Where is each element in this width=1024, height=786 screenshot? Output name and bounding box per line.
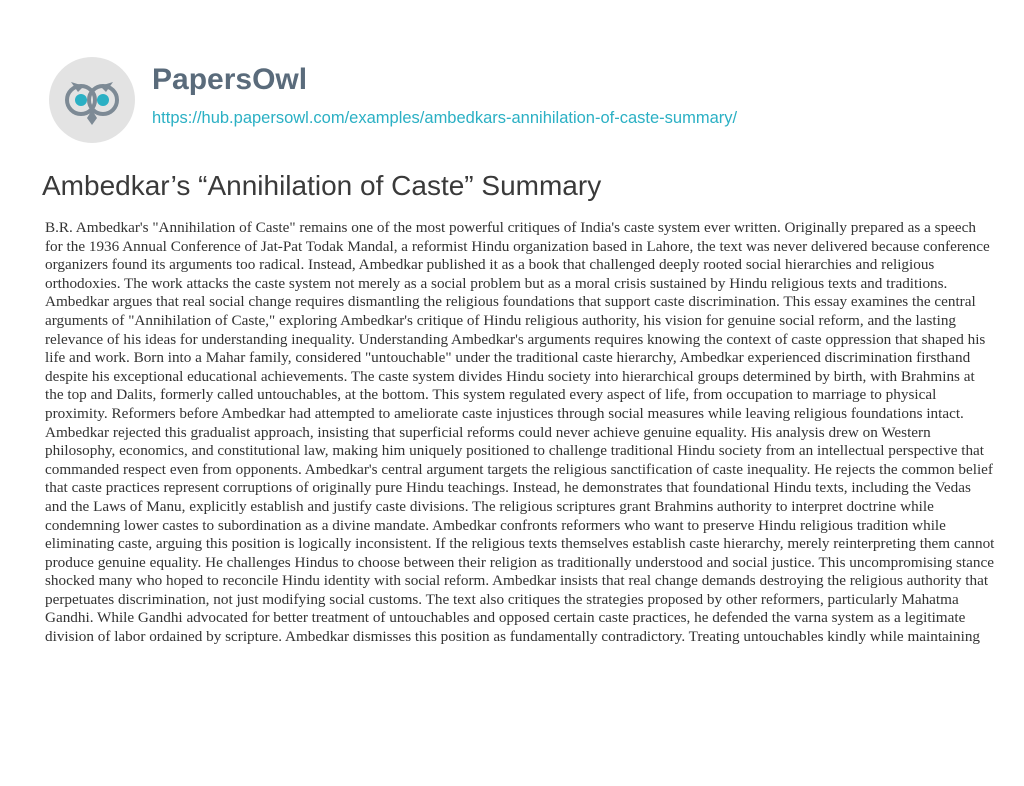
brand-name[interactable]: PapersOwl <box>152 63 308 96</box>
article-body: B.R. Ambedkar's "Annihilation of Caste" remains one of the most powerful critiques of India's caste system ever written. Originally prepared as a speech for the 1936 Annual Conference of Jat-Pat Todak Mandal, a reformist Hindu organization based in Lahore, the text was never delivered because conference organizers found its arguments too radical. Instead, Ambedkar published it as a book that challenged deeply rooted social hierarchies and religious orthodoxies. The work attacks the caste system not merely as a social problem but as a moral crisis sustained by Hindu religious texts and traditions. Ambedkar argues that real social change requires dismantling the religious foundations that support caste discrimination. This essay examines the central arguments of "Annihilation of Caste," exploring Ambedkar's critique of Hindu religious authority, his vision for genuine social reform, and the lasting relevance of his ideas for understanding inequality. Understanding Ambedkar's arguments requires knowing the context of caste oppression that shaped his life and work. Born into a Mahar family, considered "untouchable" under the traditional caste hierarchy, Ambedkar experienced discrimination firsthand despite his exceptional educational achievements. The caste system divides Hindu society into hierarchical groups determined by birth, with Brahmins at the top and Dalits, formerly called untouchables, at the bottom. This system regulated every aspect of life, from occupation to marriage to physical proximity. Reformers before Ambedkar had attempted to ameliorate caste injustices through social measures while leaving religious foundations intact. Ambedkar rejected this gradualist approach, insisting that superficial reforms could never achieve genuine equality. His analysis drew on Western philosophy, economics, and constitutional law, making him uniquely positioned to challenge traditional Hindu society from an intellectual perspective that commanded respect even from opponents. Ambedkar's central argument targets the religious sanctification of caste inequality. He rejects the common belief that caste practices represent corruptions of originally pure Hindu teachings. Instead, he demonstrates that foundational Hindu texts, including the Vedas and the Laws of Manu, explicitly establish and justify caste divisions. The religious scriptures grant Brahmins authority to interpret doctrine while condemning lower castes to subordination as a divine mandate. Ambedkar confronts reformers who want to preserve Hindu religious tradition while eliminating caste, arguing this position is logically inconsistent. If the religious texts themselves establish caste hierarchy, merely reinterpreting them cannot produce genuine equality. He challenges Hindus to choose between their religion as traditionally understood and social justice. This uncompromising stance shocked many who hoped to reconcile Hindu identity with social reform. Ambedkar insists that real change demands destroying the religious authority that perpetuates discrimination, not just modifying social customs. The text also critiques the strategies proposed by other reformers, particularly Mahatma Gandhi. While Gandhi advocated for better treatment of untouchables and opposed certain caste practices, he defended the varna system as a legitimate division of labor ordained by scripture. Ambedkar dismisses this position as fundamentally contradictory. Treating untouchables kindly while maintaining <box>45 219 995 646</box>
owl-logo-icon[interactable] <box>44 52 140 148</box>
site-header <box>44 52 984 152</box>
page-url[interactable]: https://hub.papersowl.com/examples/ambedkars-annihilation-of-caste-summary/ <box>152 109 738 127</box>
page-title: Ambedkar’s “Annihilation of Caste” Summary <box>42 170 602 201</box>
